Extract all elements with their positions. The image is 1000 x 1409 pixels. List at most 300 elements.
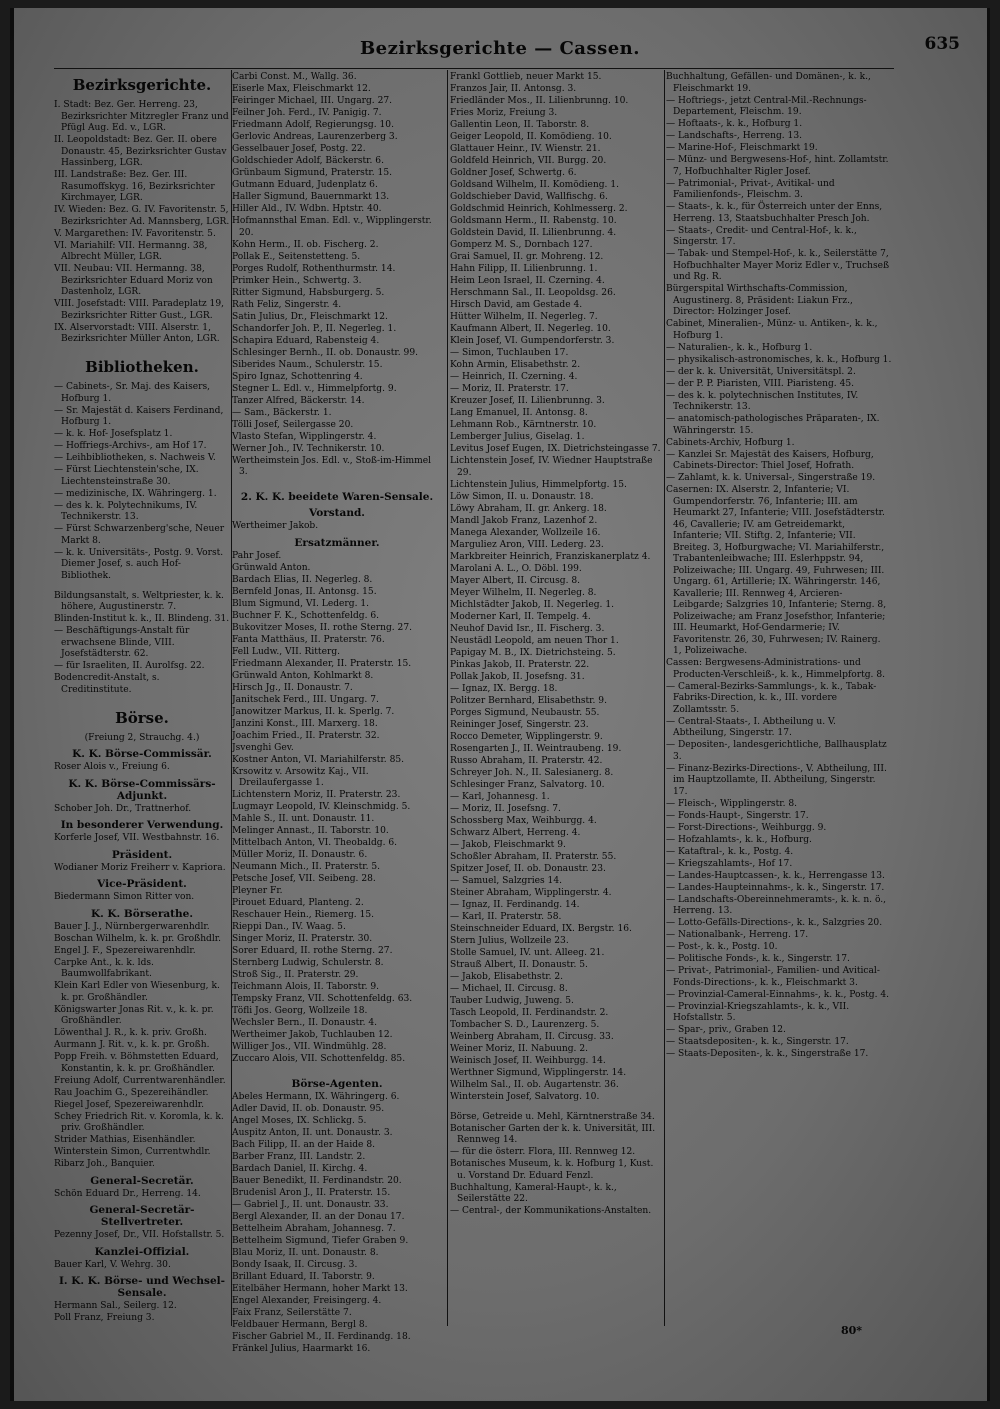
directory-entry: Weinisch Josef, II. Weihburgg. 14. — [450, 1055, 606, 1066]
directory-entry: — Hofzahlamts-, k. k., Hofburg. — [666, 834, 812, 845]
spacer — [54, 697, 230, 705]
directory-entry: — Ignaz, II. Ferdinandg. 14. — [450, 899, 580, 910]
directory-entry: Rocco Demeter, Wipplingerstr. 9. — [450, 731, 603, 742]
sub-heading: Ersatzmänner. — [294, 536, 380, 549]
directory-entry: Biedermann Simon Ritter von. — [54, 892, 195, 902]
directory-entry: — Samuel, Salzgries 14. — [450, 875, 563, 886]
directory-entry: Eiserle Max, Fleischmarkt 12. — [232, 84, 371, 94]
directory-entry: Abeles Hermann, IX. Währingerg. 6. — [232, 1092, 400, 1102]
directory-entry: Goldfeld Heinrich, VII. Burgg. 20. — [450, 156, 607, 166]
directory-entry: Tombacher S. D., Laurenzerg. 5. — [450, 1019, 600, 1030]
directory-entry: Weiner Moriz, II. Nabuung. 2. — [450, 1043, 588, 1054]
directory-entry: Boschan Wilhelm, k. k. pr. Großhdlr. — [54, 933, 222, 944]
directory-entry: Neumann Mich., II. Praterstr. 5. — [232, 862, 381, 872]
directory-entry: Tanzer Alfred, Bäckerstr. 14. — [232, 395, 365, 406]
directory-entry: Steiner Abraham, Wipplingerstr. 4. — [450, 887, 612, 898]
directory-entry: Melinger Annast., II. Taborstr. 10. — [232, 826, 389, 836]
directory-entry: — Hoftaats-, k. k., Hofburg 1. — [666, 119, 803, 129]
directory-entry: Engel Alexander, Freisingerg. 4. — [232, 1296, 382, 1306]
directory-entry: — Cameral-Bezirks-Sammlungs-, k. k., Tabak-Fabriks-Direction, k. k., III. vordere Zollamtsstr. 5. — [666, 681, 877, 715]
directory-entry: Meyer Wilhelm, II. Negerleg. 8. — [450, 587, 597, 598]
directory-entry: — Depositen-, landesgerichtliche, Ballhausplatz 3. — [666, 740, 887, 762]
directory-entry: — Marine-Hof-, Fleischmarkt 19. — [666, 143, 818, 153]
directory-entry: Börse, Getreide u. Mehl, Kärntnerstraße 34. — [450, 1111, 655, 1122]
directory-entry: Fell Ludw., VII. Ritterg. — [232, 646, 341, 657]
directory-entry: Geiger Leopold, II. Komödieng. 10. — [450, 132, 612, 142]
directory-entry: Adler David, II. ob. Donaustr. 95. — [232, 1104, 385, 1114]
directory-entry: Goldschmid Heinrich, Kohlmesserg. 2. — [450, 204, 628, 214]
directory-entry: Primker Hein., Schwertg. 3. — [232, 275, 362, 286]
directory-entry: Kostner Anton, VI. Mariahilferstr. 85. — [232, 754, 405, 765]
section-heading: Börse. — [115, 708, 169, 727]
directory-entry: Schwarz Albert, Herreng. 4. — [450, 827, 581, 838]
directory-entry: Steinschneider Eduard, IX. Bergstr. 16. — [450, 923, 632, 934]
directory-entry: — Jakob, Fleischmarkt 9. — [450, 839, 566, 850]
directory-entry: Lichtenstein Josef, IV. Wiedner Hauptstraße 29. — [450, 456, 653, 478]
directory-entry: Feilner Joh. Ferd., IV. Panigig. 7. — [232, 108, 382, 118]
directory-entry: — Gabriel J., II. unt. Donaustr. 33. — [232, 1200, 389, 1210]
directory-entry: Pahr Josef. — [232, 550, 282, 561]
sub-heading: Vice-Präsident. — [97, 878, 187, 890]
directory-entry: Grai Samuel, II. gr. Mohreng. 12. — [450, 252, 604, 262]
directory-entry: Buchhaltung, Gefällen- und Domänen-, k. k., Fleischmarkt 19. — [666, 72, 871, 94]
directory-entry: — für die österr. Flora, III. Rennweg 12. — [450, 1147, 636, 1157]
directory-entry: Krsowitz v. Arsowitz Kaj., VII. Dreilaufergasse 1. — [232, 766, 369, 788]
directory-entry: Friedländer Mos., II. Lilienbrunng. 10. — [450, 96, 629, 106]
directory-entry: Wertheimer Jakob, Tuchlauben 12. — [232, 1030, 393, 1040]
directory-entry: — Landschafts-Obereinnehmeramts-, k. k. n. ö., Herreng. 13. — [666, 894, 887, 916]
directory-entry: — der k. k. Universität, Universitätspl. 2. — [666, 366, 856, 377]
directory-entry: — für Israeliten, II. Aurolfsg. 22. — [54, 661, 205, 671]
directory-entry: Bernfeld Jonas, II. Antonsg. 15. — [232, 586, 377, 597]
directory-entry: Strauß Albert, II. Donaustr. 5. — [450, 959, 588, 970]
sub-heading: In besonderer Verwendung. — [60, 819, 224, 831]
directory-entry: Lichtenstein Julius, Himmelpfortg. 15. — [450, 479, 627, 490]
directory-entry: Herschmann Sal., II. Leopoldsg. 26. — [450, 288, 616, 298]
directory-entry: Schlesinger Franz, Salvatorg. 10. — [450, 779, 605, 790]
sub-heading: Kanzlei-Offizial. — [94, 1245, 190, 1258]
directory-entry: Sternberg Ludwig, Schulerstr. 8. — [232, 958, 384, 968]
directory-entry: Goldstein David, II. Lilienbrunng. 4. — [450, 228, 617, 238]
directory-entry: Zuccaro Alois, VII. Schottenfeldg. 85. — [232, 1054, 406, 1064]
directory-entry: Brudenisl Aron J., II. Praterstr. 15. — [232, 1188, 391, 1198]
directory-entry: — Spar-, priv., Graben 12. — [666, 1025, 786, 1035]
directory-entry: Werthner Sigmund, Wipplingerstr. 14. — [450, 1067, 627, 1078]
directory-entry: Werner Joh., IV. Technikerstr. 10. — [232, 443, 385, 454]
directory-entry: Mittelbach Anton, VI. Theobaldg. 6. — [232, 838, 398, 848]
directory-entry: Klein Karl Edler von Wiesenburg, k. k. pr. Großhändler. — [54, 981, 220, 1003]
directory-entry: I. Stadt: Bez. Ger. Herreng. 23, Bezirksrichter Mitzregler Franz und Pfügl Aug. Ed. v., LGR. — [54, 100, 229, 133]
directory-entry: VI. Mariahilf: VII. Hermanng. 38, Albrecht Müller, LGR. — [54, 240, 208, 262]
directory-entry: — medizinische, IX. Währingerg. 1. — [54, 488, 217, 499]
directory-entry: Bukovitzer Moses, II. rothe Sterng. 27. — [232, 622, 413, 633]
sub-heading: Vorstand. — [309, 507, 365, 519]
directory-entry: Marguliez Aron, VIII. Lederg. 23. — [450, 539, 604, 550]
directory-entry: Bauer J. J., Nürnbergerwarenhdlr. — [54, 921, 210, 932]
directory-entry: Mandl Jakob Franz, Lazenhof 2. — [450, 515, 598, 526]
directory-entry: Freiung Adolf, Currentwarenhändler. — [54, 1075, 226, 1086]
directory-entry: — Michael, II. Circusg. 8. — [450, 983, 568, 994]
directory-entry: — Beschäftigungs-Anstalt für erwachsene Blinde, VIII. Josefstädterstr. 62. — [54, 626, 190, 659]
directory-entry: Blinden-Institut k. k., II. Blindeng. 31. — [54, 614, 230, 624]
directory-entry: Stern Julius, Wollzeile 23. — [450, 935, 569, 946]
directory-entry: Reschauer Hein., Riemerg. 15. — [232, 910, 375, 920]
directory-entry: Buchhaltung, Kameral-Haupt-, k. k., Seilerstätte 22. — [450, 1182, 617, 1204]
section-heading: Bibliotheken. — [85, 358, 199, 376]
directory-entry: IX. Alservorstadt: VIII. Alserstr. 1, Bezirksrichter Müller Anton, LGR. — [54, 322, 220, 344]
directory-entry: Popp Freih. v. Böhmstetten Eduard, Konstantin, k. k. pr. Großhändler. — [54, 1052, 219, 1074]
directory-entry: Bodencredit-Anstalt, s. Creditinstitute. — [54, 673, 160, 695]
directory-entry: — Provinzial-Cameral-Einnahms-, k. k., Postg. 4. — [666, 989, 890, 1000]
directory-entry: — der P. P. Piaristen, VIII. Piaristeng. 45. — [666, 378, 855, 389]
directory-entry: Löwenthal J. R., k. k. priv. Großh. — [54, 1028, 207, 1038]
directory-entry: Lugmayr Leopold, IV. Kleinschmidg. 5. — [232, 802, 411, 812]
directory-entry: — des k. k. Polytechnikums, IV. Technikerstr. 13. — [54, 500, 198, 522]
directory-entry: Blau Moriz, II. unt. Donaustr. 8. — [232, 1248, 379, 1258]
directory-entry: Michlstädter Jakob, II. Negerleg. 1. — [450, 599, 614, 610]
directory-entry: Botanischer Garten der k. k. Universität, III. Rennweg 14. — [450, 1123, 656, 1145]
directory-entry: Winterstein Josef, Salvatorg. 10. — [450, 1091, 600, 1102]
directory-entry: Porges Sigmund, Neubaustr. 55. — [450, 707, 600, 718]
directory-entry: Bildungsanstalt, s. Weltpriester, k. k. höhere, Augustinerstr. 7. — [54, 590, 224, 612]
directory-entry: — Privat-, Patrimonial-, Familien- und Avitical-Fonds-Directions-, k. k., Fleischmarkt 3. — [666, 966, 880, 988]
directory-entry: — Ignaz, IX. Bergg. 18. — [450, 683, 558, 694]
directory-entry: Hirsch David, am Gestade 4. — [450, 300, 583, 310]
scan-edge-left — [10, 8, 14, 1401]
directory-entry: Gesselbauer Josef, Postg. 22. — [232, 144, 366, 154]
directory-entry: Korferle Josef, VII. Westbahnstr. 16. — [54, 833, 220, 843]
column-rule — [447, 70, 448, 1326]
note-text: (Freiung 2, Strauchg. 4.) — [84, 732, 200, 743]
directory-entry: Ribarz Joh., Banquier. — [54, 1159, 155, 1169]
directory-entry: IV. Wieden: Bez. G. IV. Favoritenstr. 5, Bezirksrichter Ad. Mannsberg, LGR. — [54, 205, 230, 227]
directory-entry: Neuhof David Isr., II. Fischerg. 3. — [450, 623, 605, 634]
sub-heading: Börse-Agenten. — [291, 1078, 383, 1090]
directory-entry: Bauer Benedikt, II. Ferdinandstr. 20. — [232, 1176, 402, 1186]
directory-entry: — Staats-, Credit- und Central-Hof-, k. k., Singerstr. 17. — [666, 225, 857, 247]
directory-entry: Casernen: IX. Alserstr. 2, Infanterie; VI. Gumpendorferstr. 76, Infanterie; III. am Heumarkt 27, Infanterie; VIII. Josefstädterstr. 46, Cavallerie; IV. am Getreidemarkt, Infanterie; VII. Stiftg. 2, Infanterie; VII. Breiteg. 3, Hofburgwache; VI. Mariahilferstr., Trabantenleibwache; III. Eslerhppstr. 94, Polizeiwache; III. Ungarg. 49, Fuhrwesen; III. Ungarg. 61, Artillerie; IX. Währingerstr. 146, Kavallerie; III. Rennweg 4, Arcieren-Leibgarde; Salzgries 10, Infanterie; Sterng. 8, Polizeiwache; am Franz Josefsthor, Infanterie; III. Heumarkt, Hof-Gendarmerie; IV. Favoritenstr. 26, 30, Fuhrwesen; IV. Rainerg. 1, Polizeiwache. — [666, 485, 887, 656]
directory-entry: Tempsky Franz, VII. Schottenfeldg. 63. — [232, 994, 413, 1004]
directory-entry: — Forst-Directions-, Weihburgg. 9. — [666, 822, 827, 833]
directory-entry: Löw Simon, II. u. Donaustr. 18. — [450, 491, 594, 502]
directory-entry: — Finanz-Bezirks-Directions-, V. Abtheilung, III. im Hauptzollamte, II. Abtheilung, Singerstr. 17. — [666, 763, 887, 797]
directory-entry: Bettelheim Sigmund, Tiefer Graben 9. — [232, 1236, 409, 1246]
sub-heading: Präsident. — [111, 848, 173, 861]
directory-entry: — Nationalbank-, Herreng. 17. — [666, 930, 809, 940]
directory-entry: — Kriegszahlamts-, Hof 17. — [666, 858, 793, 869]
directory-entry: — Staatsdepositen-, k. k., Singerstr. 17. — [666, 1037, 849, 1047]
directory-entry: Bardach Elias, II. Negerleg. 8. — [232, 574, 373, 585]
directory-entry: Levitus Josef Eugen, IX. Dietrichsteingasse 7. — [450, 444, 661, 454]
directory-entry: Vlasto Stefan, Wipplingerstr. 4. — [232, 431, 377, 442]
directory-entry: Barber Franz, III. Landstr. 2. — [232, 1152, 366, 1162]
directory-entry: Wodianer Moriz Freiherr v. Kapriora. — [54, 862, 226, 873]
directory-entry: Eitelbäher Hermann, hoher Markt 13. — [232, 1284, 408, 1294]
directory-entry: Bergl Alexander, II. an der Donau 17. — [232, 1212, 405, 1222]
directory-entry: Politzer Bernhard, Elisabethstr. 9. — [450, 695, 607, 706]
directory-entry: Aurmann J. Rit. v., k. k. pr. Großh. — [54, 1040, 210, 1050]
directory-entry: — Kataftral-, k. k., Postg. 4. — [666, 846, 794, 857]
directory-entry: Stolle Samuel, IV. unt. Alleeg. 21. — [450, 947, 605, 958]
directory-entry: Wertheimstein Jos. Edl. v., Stoß-im-Himmel 3. — [232, 455, 432, 477]
directory-entry: — Zahlamt, k. k. Universal-, Singerstraße 19. — [666, 473, 876, 483]
directory-entry: — Provinzial-Kriegszahlamts-, k. k., VII. Hofstallstr. 5. — [666, 1001, 850, 1023]
directory-entry: Spiro Ignaz, Schottenring 4. — [232, 371, 363, 382]
directory-entry: Cabinets-Archiv, Hofburg 1. — [666, 437, 795, 448]
directory-entry: — Kanzlei Sr. Majestät des Kaisers, Hofburg, Cabinets-Director: Thiel Josef, Hofrath. — [666, 449, 874, 471]
directory-entry: — Leihbibliotheken, s. Nachweis V. — [54, 453, 216, 463]
directory-entry: III. Landstraße: Bez. Ger. III. Rasumoffskyg. 16, Bezirksrichter Kirchmayer, LGR. — [54, 170, 215, 203]
directory-entry: — Patrimonial-, Privat-, Avitikal- und Familienfonds-, Fleischm. 3. — [666, 178, 835, 200]
directory-entry: Gutmann Eduard, Judenplatz 6. — [232, 180, 378, 190]
directory-entry: Pezenny Josef, Dr., VII. Hofstallstr. 5. — [54, 1230, 225, 1240]
directory-entry: — Karl, Johannesg. 1. — [450, 791, 550, 802]
directory-entry: — Hoffriegs-Archivs-, am Hof 17. — [54, 441, 207, 451]
directory-entry: Moderner Karl, II. Tempelg. 4. — [450, 611, 591, 622]
signature-mark: 80* — [840, 1324, 862, 1337]
directory-entry: Lehmann Rob., Kärntnerstr. 10. — [450, 420, 597, 430]
sub-heading: K. K. Börse-Commissär. — [72, 748, 212, 760]
column-4 — [666, 72, 892, 1332]
directory-entry: Weinberg Abraham, II. Circusg. 33. — [450, 1031, 614, 1042]
directory-entry: Faix Franz, Seilerstätte 7. — [232, 1308, 352, 1318]
directory-entry: Schön Eduard Dr., Herreng. 14. — [54, 1188, 201, 1199]
directory-entry: Gomperz M. S., Dornbach 127. — [450, 240, 593, 250]
directory-entry: — Moriz, II. Praterstr. 17. — [450, 384, 569, 394]
directory-entry: Carbi Const. M., Wallg. 36. — [232, 72, 357, 82]
directory-entry: Cabinet, Mineralien-, Münz- u. Antiken-, k. k., Hofburg 1. — [666, 319, 878, 341]
directory-entry: Frankl Gottlieb, neuer Markt 15. — [450, 72, 602, 82]
directory-entry: Mahle S., II. unt. Donaustr. 11. — [232, 814, 375, 824]
directory-entry: Fanta Matthäus, II. Praterstr. 76. — [232, 634, 385, 645]
directory-entry: Poll Franz, Freiung 3. — [54, 1313, 155, 1323]
section-heading: Bezirksgerichte. — [72, 76, 212, 94]
directory-entry: Heim Leon Israel, II. Czerning. 4. — [450, 276, 605, 286]
sub-heading: General-Secretär. — [90, 1174, 194, 1187]
sub-heading: K. K. Börse-Commissärs-Adjunkt. — [68, 777, 216, 802]
directory-entry: Carpke Ant., k. k. lds. Baumwollfabrikant. — [54, 957, 154, 979]
directory-entry: Williger Jos., VII. Windmühlg. 28. — [232, 1042, 387, 1052]
sub-heading: K. K. Börserathe. — [90, 907, 194, 920]
directory-entry: Cassen: Bergwesens-Administrations- und Producten-Verschleiß-, k. k., Himmelpfortg. 8. — [666, 658, 886, 680]
directory-entry: Goldsand Wilhelm, II. Komödieng. 1. — [450, 180, 620, 190]
directory-entry: — Simon, Tuchlauben 17. — [450, 348, 569, 358]
directory-entry: Jsvenghi Gev. — [232, 742, 294, 753]
directory-entry: Glattauer Heinr., IV. Wienstr. 21. — [450, 144, 601, 154]
directory-entry: — Central-Staats-, I. Abtheilung u. V. Abtheilung, Singerstr. 17. — [666, 716, 836, 738]
directory-entry: Hirsch Jg., II. Donaustr. 7. — [232, 682, 353, 693]
directory-entry: Schlesinger Bernh., II. ob. Donaustr. 99. — [232, 347, 418, 358]
directory-entry: Königswarter Jonas Rit. v., k. k. pr. Großhändler. — [54, 1004, 214, 1026]
directory-entry: Engel J. F., Spezereiwarenhdlr. — [54, 945, 196, 956]
directory-entry: Tauber Ludwig, Juweng. 5. — [450, 995, 574, 1006]
directory-entry: Goldschieder Adolf, Bäckerstr. 6. — [232, 156, 384, 166]
directory-entry: Hahn Filipp, II. Lilienbrunng. 1. — [450, 264, 598, 274]
directory-entry: Feiringer Michael, III. Ungarg. 27. — [232, 96, 393, 106]
directory-entry: Schossberg Max, Weihburgg. 4. — [450, 815, 597, 826]
directory-entry: — k. k. Hof- Josefsplatz 1. — [54, 429, 173, 439]
directory-entry: — Landes-Haupteinnahms-, k. k., Singerstr. 17. — [666, 882, 885, 893]
directory-entry: Klein Josef, VI. Gumpendorferstr. 3. — [450, 336, 615, 346]
sub-heading: 2. K. K. beeidete Waren-Sensale. — [240, 491, 434, 503]
directory-entry: Hermann Sal., Seilerg. 12. — [54, 1301, 177, 1311]
sub-heading: I. K. K. Börse- und Wechsel-Sensale. — [59, 1275, 225, 1299]
directory-entry: Pirouet Eduard, Planteng. 2. — [232, 898, 364, 908]
directory-entry: Kaufmann Albert, II. Negerleg. 10. — [450, 324, 611, 334]
directory-entry: Lemberger Julius, Giselag. 1. — [450, 432, 585, 442]
directory-entry: Singer Moriz, II. Praterstr. 30. — [232, 934, 373, 944]
directory-entry: Friedmann Alexander, II. Praterstr. 15. — [232, 658, 412, 669]
directory-entry: — Lotto-Gefälls-Directions-, k. k., Salzgries 20. — [666, 918, 883, 928]
directory-entry: — Jakob, Elisabethstr. 2. — [450, 971, 564, 982]
directory-entry: Marolani A. L., O. Döbl. 199. — [450, 563, 582, 574]
directory-entry: Angel Moses, IX. Schlickg. 5. — [232, 1116, 367, 1126]
directory-entry: Riegel Josef, Spezereiwarenhdlr. — [54, 1099, 204, 1110]
directory-entry: VII. Neubau: VII. Hermanng. 38, Bezirksrichter Eduard Moriz von Dastenholz, LGR. — [54, 264, 213, 297]
directory-entry: Russo Abraham, II. Praterstr. 42. — [450, 755, 603, 766]
directory-entry: Janitschek Ferd., III. Ungarg. 7. — [232, 694, 379, 705]
directory-entry: Müller Moriz, II. Donaustr. 6. — [232, 850, 368, 860]
directory-entry: Auspitz Anton, II. unt. Donaustr. 3. — [232, 1128, 393, 1138]
directory-entry: Gallentin Leon, II. Taborstr. 8. — [450, 120, 590, 130]
directory-entry: Stroß Sig., II. Praterstr. 29. — [232, 970, 359, 980]
directory-entry: Goldschieber David, Wallfischg. 6. — [450, 192, 608, 202]
directory-entry: — Staats-, k. k., für Österreich unter der Enns, Herreng. 13, Staatsbuchhalter Presch Joh. — [666, 202, 883, 224]
directory-entry: Schreyer Joh. N., II. Salesianerg. 8. — [450, 767, 614, 778]
directory-entry: Bondy Isaak, II. Circusg. 3. — [232, 1260, 358, 1270]
directory-entry: Schober Joh. Dr., Trattnerhof. — [54, 803, 192, 814]
directory-entry: Mayer Albert, II. Circusg. 8. — [450, 575, 581, 586]
column-rule — [664, 70, 665, 1326]
directory-entry: Pleyner Fr. — [232, 886, 283, 896]
directory-entry: Pollak E., Seitenstetteng. 5. — [232, 251, 361, 262]
directory-entry: — Karl, II. Praterstr. 58. — [450, 911, 562, 922]
directory-entry: — Münz- und Bergwesens-Hof-, hint. Zollamtstr. 7, Hofbuchhalter Rigler Josef. — [666, 155, 889, 177]
directory-entry: Bauer Karl, V. Wehrg. 30. — [54, 1259, 171, 1270]
directory-entry: — anatomisch-pathologisches Präparaten-, IX. Währingerstr. 15. — [666, 414, 880, 436]
directory-entry: Bettelheim Abraham, Johannesg. 7. — [232, 1224, 396, 1234]
directory-entry: Blum Sigmund, VI. Lederg. 1. — [232, 598, 370, 609]
directory-entry: Markbreiter Heinrich, Franziskanerplatz 4. — [450, 551, 651, 562]
directory-entry: Stegner L. Edl. v., Himmelpfortg. 9. — [232, 383, 397, 394]
directory-entry: Rau Joachim G., Spezereihändler. — [54, 1087, 209, 1098]
directory-entry: II. Leopoldstadt: Bez. Ger. II. obere Donaustr. 45, Bezirksrichter Gustav Hassinberg, LGR. — [54, 135, 227, 168]
directory-entry: V. Margarethen: IV. Favoritenstr. 5. — [54, 228, 216, 239]
directory-entry: — Naturalien-, k. k., Hofburg 1. — [666, 342, 813, 353]
directory-entry: — Fürst Schwarzenberg'sche, Neuer Markt 8. — [54, 524, 225, 546]
directory-entry: Sorer Eduard, II. rothe Sterng. 27. — [232, 946, 393, 956]
directory-entry: Botanisches Museum, k. k. Hofburg 1, Kust. u. Vorstand Dr. Eduard Fenzl. — [450, 1159, 654, 1181]
directory-entry: Janzini Konst., III. Marxerg. 18. — [232, 718, 378, 729]
directory-entry: — Tabak- und Stempel-Hof-, k. k., Seilerstätte 7, Hofbuchhalter Mayer Moriz Edler v., Truchseß und Rg. R. — [666, 249, 890, 282]
directory-entry: Hofmannsthal Eman. Edl. v., Wipplingerstr. 20. — [232, 216, 432, 238]
directory-entry: — Landschafts-, Herreng. 13. — [666, 131, 803, 141]
directory-entry: Siberides Naum., Schulerstr. 15. — [232, 359, 383, 370]
directory-entry: — Sr. Majestät d. Kaisers Ferdinand, Hofburg 1. — [54, 405, 224, 427]
directory-entry: Rath Feliz, Singerstr. 4. — [232, 299, 342, 310]
sub-heading: General-Secretär-Stellvertreter. — [89, 1204, 195, 1228]
directory-entry: VIII. Josefstadt: VIII. Paradeplatz 19, Bezirksrichter Ritter Gust., LGR. — [54, 299, 225, 321]
directory-entry: Porges Rudolf, Rothenthurmstr. 14. — [232, 263, 396, 274]
directory-entry: — Hoftriegs-, jetzt Central-Mil.-Rechnungs-Departement, Fleischm. 19. — [666, 95, 867, 117]
directory-entry: — Heinrich, II. Czerning. 4. — [450, 372, 578, 382]
directory-entry: Grünwald Anton. — [232, 562, 311, 573]
directory-entry: Goldner Josef, Schwertg. 6. — [450, 168, 577, 178]
directory-entry: Manega Alexander, Wollzeile 16. — [450, 527, 601, 538]
directory-entry: Feldbauer Hermann, Bergl 8. — [232, 1320, 368, 1330]
directory-entry: Hiller Ald., IV. Wdbn. Hptstr. 40. — [232, 204, 382, 214]
page-number: 635 — [924, 34, 960, 54]
spacer — [54, 346, 230, 354]
directory-entry: — Cabinets-, Sr. Maj. des Kaisers, Hofburg 1. — [54, 382, 211, 404]
directory-entry: Gerlovic Andreas, Laurenzerberg 3. — [232, 132, 398, 142]
directory-entry: Rieppi Dan., IV. Waag. 5. — [232, 922, 346, 932]
directory-entry: Franzos Jair, II. Antonsg. 3. — [450, 84, 577, 94]
directory-entry: Kohn Herm., II. ob. Fischerg. 2. — [232, 239, 379, 250]
directory-entry: Bürgerspital Wirthschafts-Commission, Augustinerg. 8, Präsident: Liakun Frz., Director: Holzinger Josef. — [666, 284, 853, 317]
directory-entry: Goldsmann Herm., II. Rabenstg. 10. — [450, 216, 617, 226]
directory-entry: — Moriz, II. Josefsng. 7. — [450, 803, 561, 814]
directory-entry: Haller Sigmund, Bauernmarkt 13. — [232, 192, 390, 202]
directory-entry: — Staats-Depositen-, k. k., Singerstraße 17. — [666, 1049, 869, 1059]
directory-entry: Grünwald Anton, Kohlmarkt 8. — [232, 670, 374, 681]
directory-entry: — Politische Fonds-, k. k., Singerstr. 17. — [666, 954, 850, 964]
directory-entry: — Fonds-Haupt-, Singerstr. 17. — [666, 810, 809, 821]
directory-entry: Friedmann Adolf, Regierungsg. 10. — [232, 120, 394, 130]
directory-entry: Pollak Jakob, II. Josefsng. 31. — [450, 671, 585, 682]
directory-entry: Pinkas Jakob, II. Praterstr. 22. — [450, 659, 590, 670]
directory-entry: — Post-, k. k., Postg. 10. — [666, 942, 778, 952]
directory-entry: Satin Julius, Dr., Fleischmarkt 12. — [232, 311, 388, 322]
directory-entry: — Sam., Bäckerstr. 1. — [232, 407, 332, 418]
directory-entry: Schandorfer Joh. P., II. Negerleg. 1. — [232, 323, 397, 334]
scan-edge-right — [987, 8, 990, 1401]
directory-entry: Töfli Jos. Georg, Wollzeile 18. — [232, 1006, 368, 1016]
directory-entry: Wertheimer Jakob. — [232, 521, 319, 531]
directory-entry: Winterstein Simon, Currentwhdlr. — [54, 1147, 211, 1157]
directory-entry: Lang Emanuel, II. Antonsg. 8. — [450, 408, 588, 418]
directory-entry: — des k. k. polytechnischen Institutes, IV. Technikerstr. 13. — [666, 390, 859, 412]
directory-entry: Tölli Josef, Seilergasse 20. — [232, 419, 354, 430]
directory-entry: Tasch Leopold, II. Ferdinandstr. 2. — [450, 1007, 609, 1018]
directory-entry: — Fleisch-, Wipplingerstr. 8. — [666, 798, 798, 809]
directory-entry: Spitzer Josef, II. ob. Donaustr. 23. — [450, 863, 606, 874]
spacer — [54, 583, 230, 591]
directory-entry: — Central-, der Kommunikations-Anstalten. — [450, 1206, 652, 1216]
running-head: Bezirksgerichte — Cassen. — [359, 38, 641, 59]
directory-entry: Schoßler Abraham, II. Praterstr. 55. — [450, 851, 617, 862]
directory-entry: — physikalisch-astronomisches, k. k., Hofburg 1. — [666, 354, 892, 365]
directory-entry: Petsche Josef, VII. Seibeng. 28. — [232, 874, 376, 884]
directory-entry: Schey Friedrich Rit. v. Koromla, k. k. priv. Großhändler. — [54, 1111, 224, 1133]
directory-entry: Kreuzer Josef, II. Lilienbrunng. 3. — [450, 396, 605, 406]
directory-entry: Lichtenstern Moriz, II. Praterstr. 23. — [232, 790, 401, 800]
directory-entry: Papigay M. B., IX. Dietrichsteing. 5. — [450, 647, 616, 658]
directory-entry: Wechsler Bern., II. Donaustr. 4. — [232, 1018, 378, 1028]
directory-entry: — k. k. Universitäts-, Postg. 9. Vorst. Diemer Josef, s. auch Hof-Bibliothek. — [54, 547, 224, 581]
directory-entry: Löwy Abraham, II. gr. Ankerg. 18. — [450, 503, 607, 514]
directory-entry: Grünbaum Sigmund, Praterstr. 15. — [232, 168, 393, 178]
directory-entry: Roser Alois v., Freiung 6. — [54, 762, 170, 772]
directory-entry: Buchner F. K., Schottenfeldg. 6. — [232, 610, 380, 621]
directory-entry: Fränkel Julius, Haarmarkt 16. — [232, 1344, 371, 1354]
directory-page — [10, 8, 990, 1401]
directory-entry: Reininger Josef, Singerstr. 23. — [450, 719, 589, 730]
directory-entry: Wilhelm Sal., II. ob. Augartenstr. 36. — [450, 1079, 619, 1090]
directory-entry: Neustädl Leopold, am neuen Thor 1. — [450, 635, 619, 646]
directory-entry: Hütter Wilhelm, II. Negerleg. 7. — [450, 312, 598, 322]
directory-entry: — Landes-Hauptcassen-, k. k., Herrengasse 13. — [666, 870, 885, 881]
